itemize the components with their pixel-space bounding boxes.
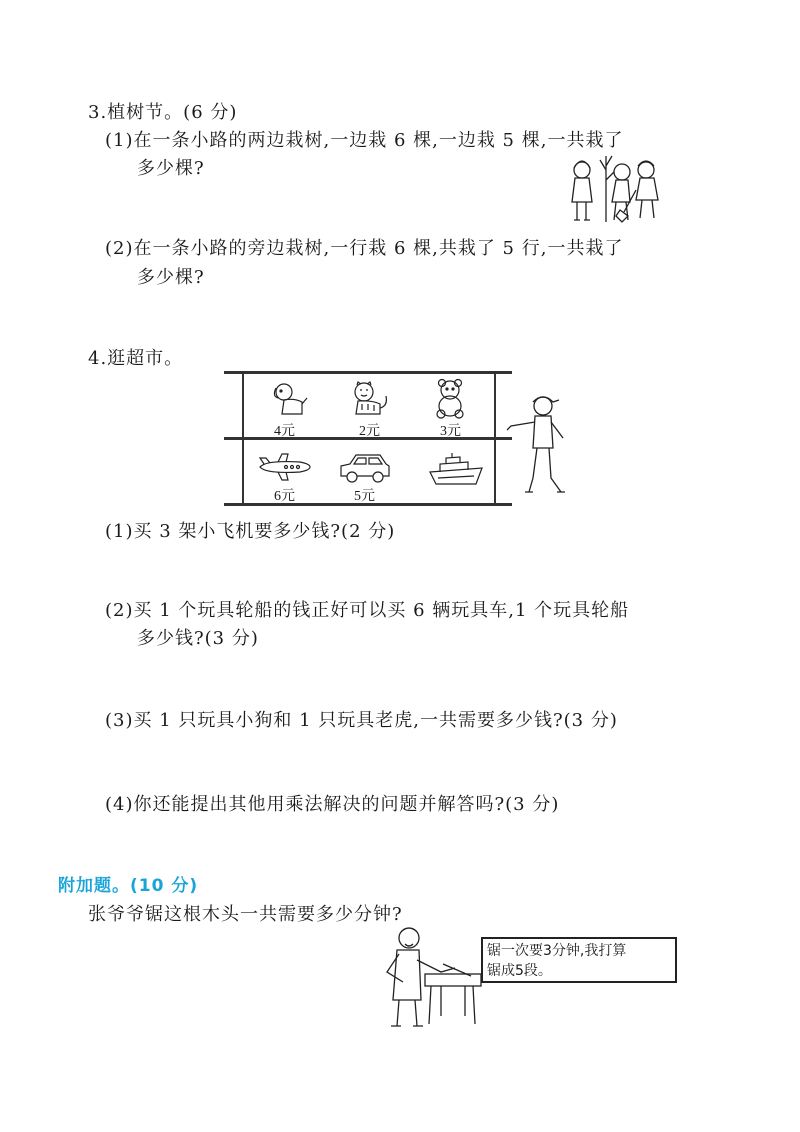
speech-line-1: 锯一次要3分钟,我打算: [487, 943, 627, 959]
question-3-1-line1: (1)在一条小路的两边栽树,一边栽 6 棵,一边栽 5 棵,一共栽了: [105, 130, 624, 151]
bonus-question: 张爷爷锯这根木头一共需要多少分钟?: [88, 904, 403, 925]
toy-tiger-icon: [350, 380, 392, 418]
grandpa-sawing-illustration: [385, 920, 485, 1030]
toy-plane-icon: [256, 452, 312, 482]
speech-line-2: 锯成5段。: [487, 963, 552, 979]
question-3-2-line1: (2)在一条小路的旁边栽树,一行栽 6 棵,共栽了 5 行,一共栽了: [105, 238, 624, 259]
toy-ship-icon: [428, 452, 484, 486]
speech-bubble: [481, 937, 677, 983]
question-4-4: (4)你还能提出其他用乘法解决的问题并解答吗?(3 分): [105, 794, 560, 815]
car-price: 5元: [354, 489, 375, 504]
question-4-2-line1: (2)买 1 个玩具轮船的钱正好可以买 6 辆玩具车,1 个玩具轮船: [105, 600, 630, 621]
question-4-title: 4.逛超市。: [88, 348, 184, 369]
question-3-1-line2: 多少棵?: [137, 158, 205, 179]
bear-price: 3元: [440, 424, 461, 439]
plane-price: 6元: [274, 489, 295, 504]
question-4-3: (3)买 1 只玩具小狗和 1 只玩具老虎,一共需要多少钱?(3 分): [105, 710, 618, 731]
question-4-1: (1)买 3 架小飞机要多少钱?(2 分): [105, 521, 396, 542]
toy-dog-icon: [270, 380, 310, 418]
question-4-2-line2: 多少钱?(3 分): [137, 628, 259, 649]
toy-car-icon: [338, 450, 392, 484]
teddy-bear-icon: [430, 378, 470, 418]
children-planting-tree-illustration: [566, 150, 666, 230]
tiger-price: 2元: [359, 424, 380, 439]
question-3-2-line2: 多少棵?: [137, 267, 205, 288]
bonus-title: 附加题。(10 分): [58, 876, 199, 896]
shopping-girl-illustration: [505, 392, 569, 496]
question-3-title: 3.植树节。(6 分): [88, 102, 238, 123]
dog-price: 4元: [274, 424, 295, 439]
